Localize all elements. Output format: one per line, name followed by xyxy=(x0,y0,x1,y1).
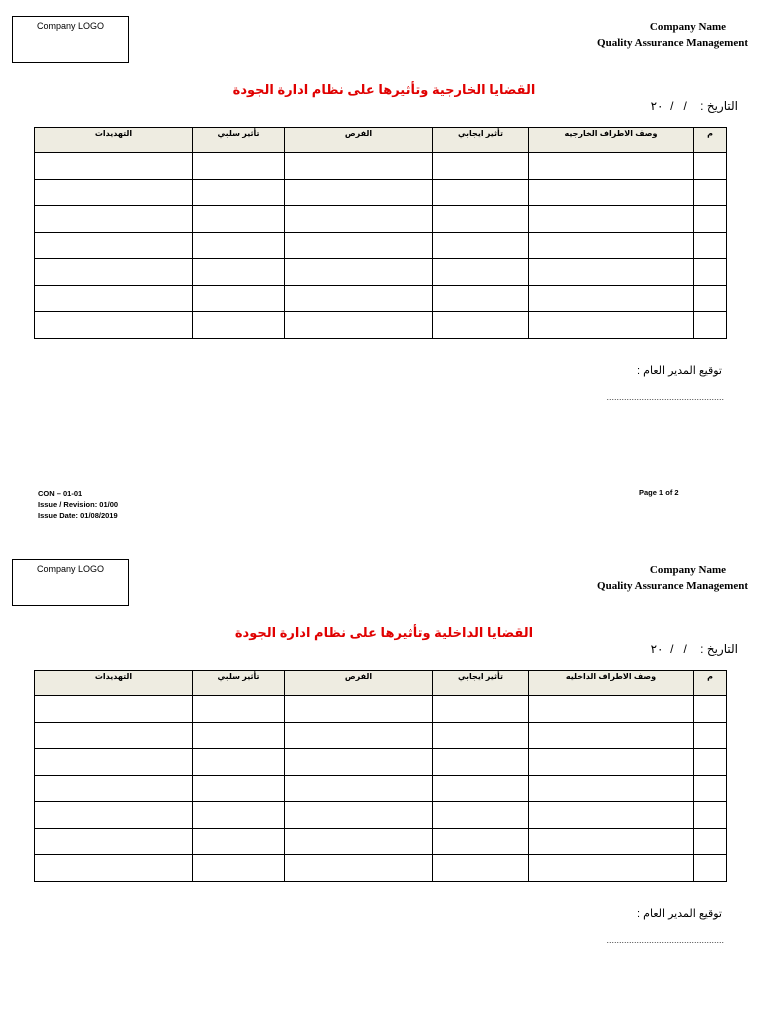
form-title: القضايا الخارجية وتأثيرها على نظام ادارة الجودة xyxy=(232,82,536,97)
document-revision: Issue / Revision: 01/00 xyxy=(38,500,119,509)
table-body xyxy=(35,696,727,882)
table-cell[interactable] xyxy=(35,722,193,749)
table-cell[interactable] xyxy=(35,153,193,180)
table-cell[interactable] xyxy=(35,312,193,339)
table-cell[interactable] xyxy=(529,749,694,776)
company-header xyxy=(597,19,748,51)
col-negative-impact: تأثير سلبي xyxy=(193,671,285,696)
col-positive-impact: تأثير ايجابي xyxy=(433,128,529,153)
table-cell[interactable] xyxy=(35,855,193,882)
table-cell[interactable] xyxy=(193,749,285,776)
table-cell[interactable] xyxy=(529,232,694,259)
table-row xyxy=(35,802,727,829)
col-threats: التهديدات xyxy=(35,128,193,153)
table-cell[interactable] xyxy=(433,312,529,339)
document-issue-date: Issue Date: 01/08/2019 xyxy=(38,511,118,520)
col-negative-impact: تأثير سلبي xyxy=(193,128,285,153)
table-cell[interactable] xyxy=(433,206,529,233)
table-cell[interactable] xyxy=(285,749,433,776)
table-cell[interactable] xyxy=(285,179,433,206)
table-cell[interactable] xyxy=(285,802,433,829)
company-name: Company Name xyxy=(649,21,726,33)
table-header-row xyxy=(35,671,727,696)
table-cell[interactable] xyxy=(35,775,193,802)
department-name: Quality Assurance Management xyxy=(597,580,748,592)
table-cell[interactable] xyxy=(433,285,529,312)
col-description: وصف الاطراف الداخليه xyxy=(529,671,694,696)
company-header xyxy=(597,562,748,594)
table-cell[interactable] xyxy=(285,232,433,259)
table-cell[interactable] xyxy=(433,775,529,802)
table-cell[interactable] xyxy=(285,855,433,882)
table-cell[interactable] xyxy=(285,206,433,233)
table-cell[interactable] xyxy=(694,802,727,829)
table-cell[interactable] xyxy=(694,722,727,749)
table-cell[interactable] xyxy=(529,696,694,723)
issues-table xyxy=(34,670,727,882)
form-page-2 xyxy=(0,543,768,1024)
table-row xyxy=(35,285,727,312)
table-cell[interactable] xyxy=(193,259,285,286)
table-row xyxy=(35,828,727,855)
table-cell[interactable] xyxy=(694,696,727,723)
table-cell[interactable] xyxy=(35,206,193,233)
table-cell[interactable] xyxy=(193,855,285,882)
col-opportunities: الفرص xyxy=(285,671,433,696)
page-number: Page 1 of 2 xyxy=(639,488,679,497)
department-name: Quality Assurance Management xyxy=(597,37,748,49)
col-positive-impact: تأثير ايجابي xyxy=(433,671,529,696)
table-cell[interactable] xyxy=(285,312,433,339)
table-cell[interactable] xyxy=(193,285,285,312)
table-cell[interactable] xyxy=(433,802,529,829)
table-cell[interactable] xyxy=(193,775,285,802)
signature-label: توقيع المدير العام : xyxy=(637,365,722,377)
table-row xyxy=(35,855,727,882)
col-number: م xyxy=(694,671,727,696)
table-cell[interactable] xyxy=(529,285,694,312)
table-cell[interactable] xyxy=(285,828,433,855)
table-cell[interactable] xyxy=(433,722,529,749)
table-cell[interactable] xyxy=(694,259,727,286)
table-cell[interactable] xyxy=(529,802,694,829)
table-cell[interactable] xyxy=(35,285,193,312)
table-cell[interactable] xyxy=(694,312,727,339)
table-cell[interactable] xyxy=(529,855,694,882)
table-header-row xyxy=(35,128,727,153)
table-cell[interactable] xyxy=(35,179,193,206)
col-description: وصف الاطراف الخارجيه xyxy=(529,128,694,153)
table-cell[interactable] xyxy=(433,855,529,882)
table-cell[interactable] xyxy=(529,153,694,180)
table-cell[interactable] xyxy=(285,259,433,286)
table-row xyxy=(35,179,727,206)
company-logo-placeholder: Company LOGO xyxy=(12,16,129,63)
table-cell[interactable] xyxy=(285,153,433,180)
table-row xyxy=(35,749,727,776)
table-row xyxy=(35,696,727,723)
table-cell[interactable] xyxy=(285,285,433,312)
table-cell[interactable] xyxy=(529,775,694,802)
table-cell[interactable] xyxy=(285,775,433,802)
col-opportunities: الفرص xyxy=(285,128,433,153)
date-field[interactable]: التاريخ : / / ٢٠ xyxy=(650,642,738,656)
table-cell[interactable] xyxy=(193,696,285,723)
table-cell[interactable] xyxy=(433,749,529,776)
table-cell[interactable] xyxy=(193,802,285,829)
table-row xyxy=(35,259,727,286)
table-row xyxy=(35,153,727,180)
table-body xyxy=(35,153,727,339)
table-cell[interactable] xyxy=(694,775,727,802)
table-cell[interactable] xyxy=(285,722,433,749)
signature-line[interactable]: ............................................... xyxy=(606,935,724,945)
table-cell[interactable] xyxy=(529,206,694,233)
date-field[interactable]: التاريخ : / / ٢٠ xyxy=(650,99,738,113)
table-cell[interactable] xyxy=(193,722,285,749)
table-cell[interactable] xyxy=(35,828,193,855)
table-cell[interactable] xyxy=(35,749,193,776)
table-row xyxy=(35,232,727,259)
table-cell[interactable] xyxy=(35,696,193,723)
table-cell[interactable] xyxy=(529,722,694,749)
table-cell[interactable] xyxy=(433,153,529,180)
document-code: CON – 01-01 xyxy=(38,489,83,498)
table-cell[interactable] xyxy=(193,828,285,855)
table-row xyxy=(35,206,727,233)
table-cell[interactable] xyxy=(694,153,727,180)
signature-label: توقيع المدير العام : xyxy=(637,908,722,920)
table-cell[interactable] xyxy=(694,285,727,312)
table-row xyxy=(35,775,727,802)
table-cell[interactable] xyxy=(285,696,433,723)
table-cell[interactable] xyxy=(529,179,694,206)
table-cell[interactable] xyxy=(433,828,529,855)
table-row xyxy=(35,722,727,749)
table-cell[interactable] xyxy=(433,696,529,723)
table-cell[interactable] xyxy=(193,179,285,206)
table-cell[interactable] xyxy=(694,828,727,855)
issues-table xyxy=(34,127,727,339)
table-cell[interactable] xyxy=(35,232,193,259)
col-number: م xyxy=(694,128,727,153)
table-cell[interactable] xyxy=(193,312,285,339)
signature-line[interactable]: ............................................... xyxy=(606,392,724,402)
table-cell[interactable] xyxy=(529,259,694,286)
table-cell[interactable] xyxy=(433,232,529,259)
table-cell[interactable] xyxy=(529,828,694,855)
table-cell[interactable] xyxy=(694,855,727,882)
col-threats: التهديدات xyxy=(35,671,193,696)
table-cell[interactable] xyxy=(433,179,529,206)
table-cell[interactable] xyxy=(694,232,727,259)
company-logo-placeholder: Company LOGO xyxy=(12,559,129,606)
table-cell[interactable] xyxy=(35,259,193,286)
table-cell[interactable] xyxy=(193,232,285,259)
table-cell[interactable] xyxy=(694,749,727,776)
company-name: Company Name xyxy=(649,564,726,576)
table-cell[interactable] xyxy=(35,802,193,829)
table-row xyxy=(35,312,727,339)
table-cell[interactable] xyxy=(529,312,694,339)
table-cell[interactable] xyxy=(193,153,285,180)
form-title: القضايا الداخلية وتأثيرها على نظام ادارة الجودة xyxy=(234,625,534,640)
table-cell[interactable] xyxy=(433,259,529,286)
table-cell[interactable] xyxy=(694,179,727,206)
table-cell[interactable] xyxy=(193,206,285,233)
document-footer xyxy=(38,488,118,521)
table-cell[interactable] xyxy=(694,206,727,233)
